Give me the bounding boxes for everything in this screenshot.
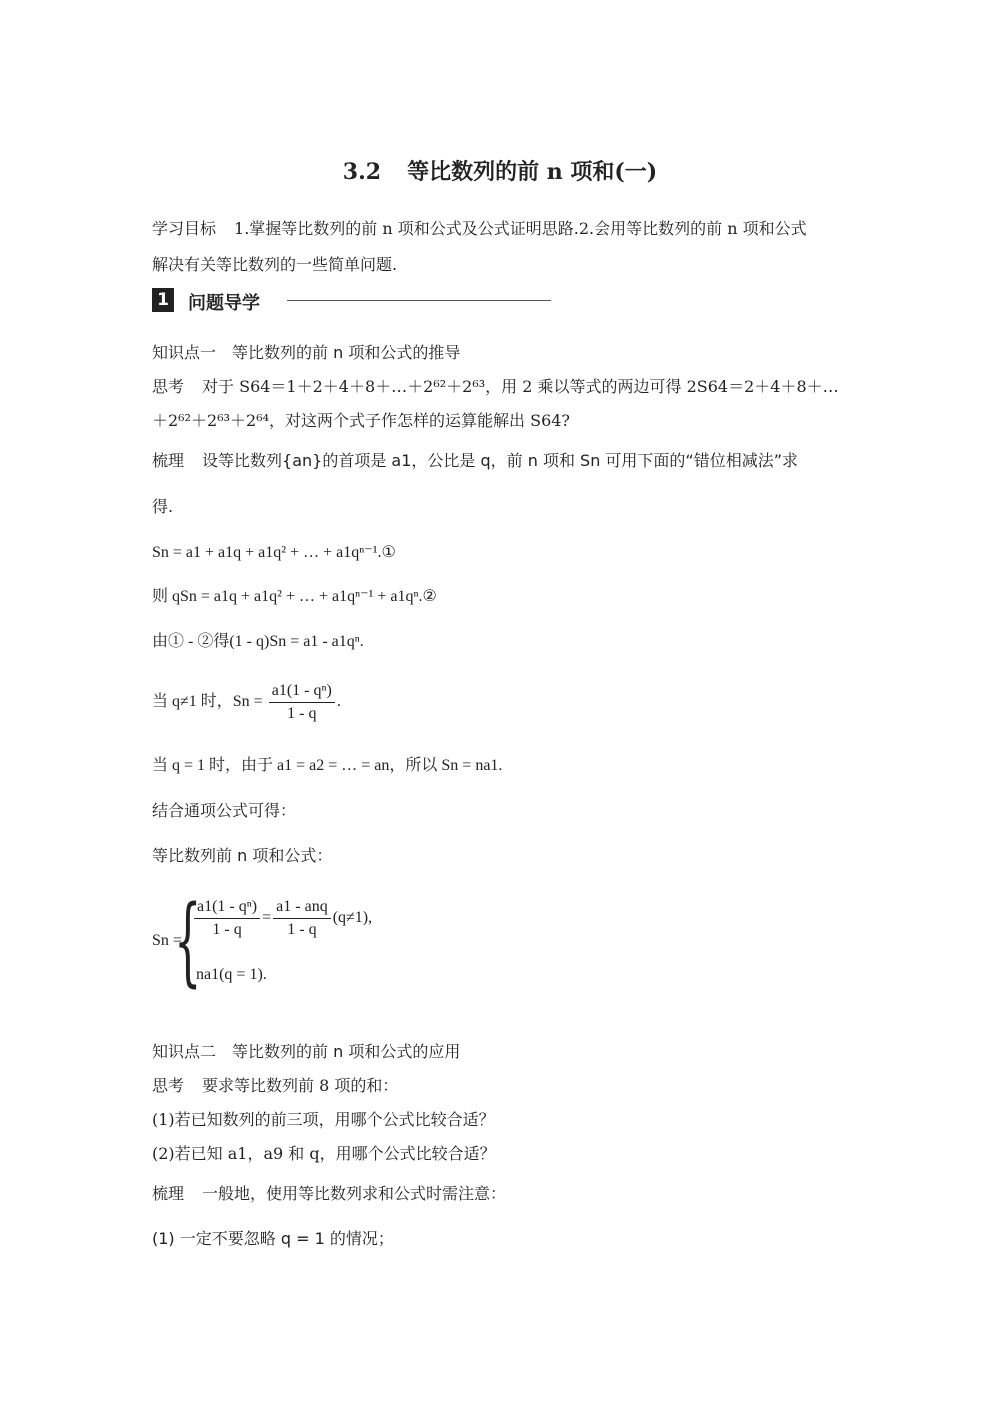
- kp1-think-label: 思考: [152, 377, 185, 396]
- piece1-numerator-b: a1 - anq: [273, 896, 331, 919]
- piecewise-lhs: Sn =: [152, 932, 182, 949]
- piece1-fraction-a: [194, 896, 260, 941]
- piece1-denominator-a: 1 - q: [212, 921, 242, 938]
- kp2-note-1: (1) 一定不要忽略 q = 1 的情况；: [152, 1229, 394, 1248]
- kp1-equation-3: 由① - ②得(1 - q)Sn = a1 - a1qⁿ.: [152, 633, 364, 650]
- piecewise-case-2: na1(q = 1).: [196, 966, 267, 983]
- kp1-sort-text1: 设等比数列{an}的首项是 a1，公比是 q，前 n 项和 Sn 可用下面的“错位相减法”求: [202, 451, 798, 470]
- page-title: [0, 155, 1000, 186]
- kp2-question-2: (2)若已知 a1，a9 和 q，用哪个公式比较合适？: [152, 1144, 496, 1163]
- piece1-numerator-a: a1(1 - qⁿ): [194, 896, 260, 919]
- title-number: 3.2: [342, 159, 382, 185]
- kp2-sort-text: 一般地，使用等比数列求和公式时需注意：: [202, 1184, 507, 1203]
- piece1-denominator-b: 1 - q: [287, 921, 317, 938]
- kp2-think-text: 要求等比数列前 8 项的和：: [202, 1076, 399, 1095]
- kp1-sort-line1: [152, 450, 798, 472]
- kp1-heading: 知识点一 等比数列的前 n 项和公式的推导: [152, 343, 461, 362]
- kp2-sort: [152, 1183, 506, 1205]
- kp1-eq4-denominator: 1 - q: [287, 705, 317, 722]
- piecewise-case-1: $\frac{\text{a1(1 - qⁿ)}}{1 - q}$ = $\frac{\text{a1 - anq}}{1 - q}$ (q≠1),: [192, 896, 372, 941]
- kp2-think: [152, 1075, 398, 1097]
- objectives-line2: 解决有关等比数列的一些简单问题.: [152, 255, 398, 274]
- piece1-condition: (q≠1),: [332, 909, 373, 927]
- section-title: 问题导学: [188, 293, 260, 314]
- kp1-equation-1: Sn = a1 + a1q + a1q² + … + a1qⁿ⁻¹.①: [152, 544, 396, 561]
- kp1-equation-2: 则 qSn = a1q + a1q² + … + a1qⁿ⁻¹ + a1qⁿ.②: [152, 588, 437, 605]
- objectives-line1: [152, 218, 807, 240]
- kp2-sort-label: 梳理: [152, 1184, 185, 1203]
- kp1-eq4-fraction: [269, 680, 335, 725]
- kp2-question-1: (1)若已知数列的前三项，用哪个公式比较合适？: [152, 1110, 495, 1129]
- kp2-think-label: 思考: [152, 1076, 185, 1095]
- piecewise-brace: {: [174, 885, 202, 997]
- kp1-think-text1: 对于 S64＝1＋2＋4＋8＋…＋2⁶²＋2⁶³，用 2 乘以等式的两边可得 2S64＝2＋4＋8＋…: [202, 377, 839, 396]
- kp1-eq4-prefix: 当 q≠1 时，Sn =: [152, 693, 263, 711]
- kp1-sort-label: 梳理: [152, 451, 185, 470]
- kp2-heading: 知识点二 等比数列的前 n 项和公式的应用: [152, 1042, 461, 1061]
- kp1-sort-line2: 得.: [152, 497, 174, 516]
- objectives-text1: 1.掌握等比数列的前 n 项和公式及公式证明思路.2.会用等比数列的前 n 项和公式: [234, 219, 807, 238]
- kp1-formula-label: 等比数列前 n 项和公式：: [152, 846, 333, 865]
- piece1-fraction-b: [273, 896, 331, 941]
- section-number-badge: 1: [152, 288, 174, 312]
- kp1-think-line2: ＋2⁶²＋2⁶³＋2⁶⁴，对这两个式子作怎样的运算能解出 S64?: [152, 411, 571, 430]
- objectives-label: 学习目标: [152, 219, 217, 238]
- kp1-combine: 结合通项公式可得：: [152, 801, 297, 820]
- kp1-equation-5: 当 q = 1 时，由于 a1 = a2 = … = an，所以 Sn = na1.: [152, 757, 503, 774]
- section-divider: [287, 300, 551, 301]
- kp1-equation-4: 当 q≠1 时，Sn = $\frac{\text{a1(1 - qⁿ)}}{1 - q}$ .: [152, 680, 341, 725]
- title-text: 等比数列的前 n 项和(一): [407, 159, 658, 185]
- kp1-think-line1: [152, 376, 839, 398]
- kp1-eq4-numerator: a1(1 - qⁿ): [269, 680, 335, 703]
